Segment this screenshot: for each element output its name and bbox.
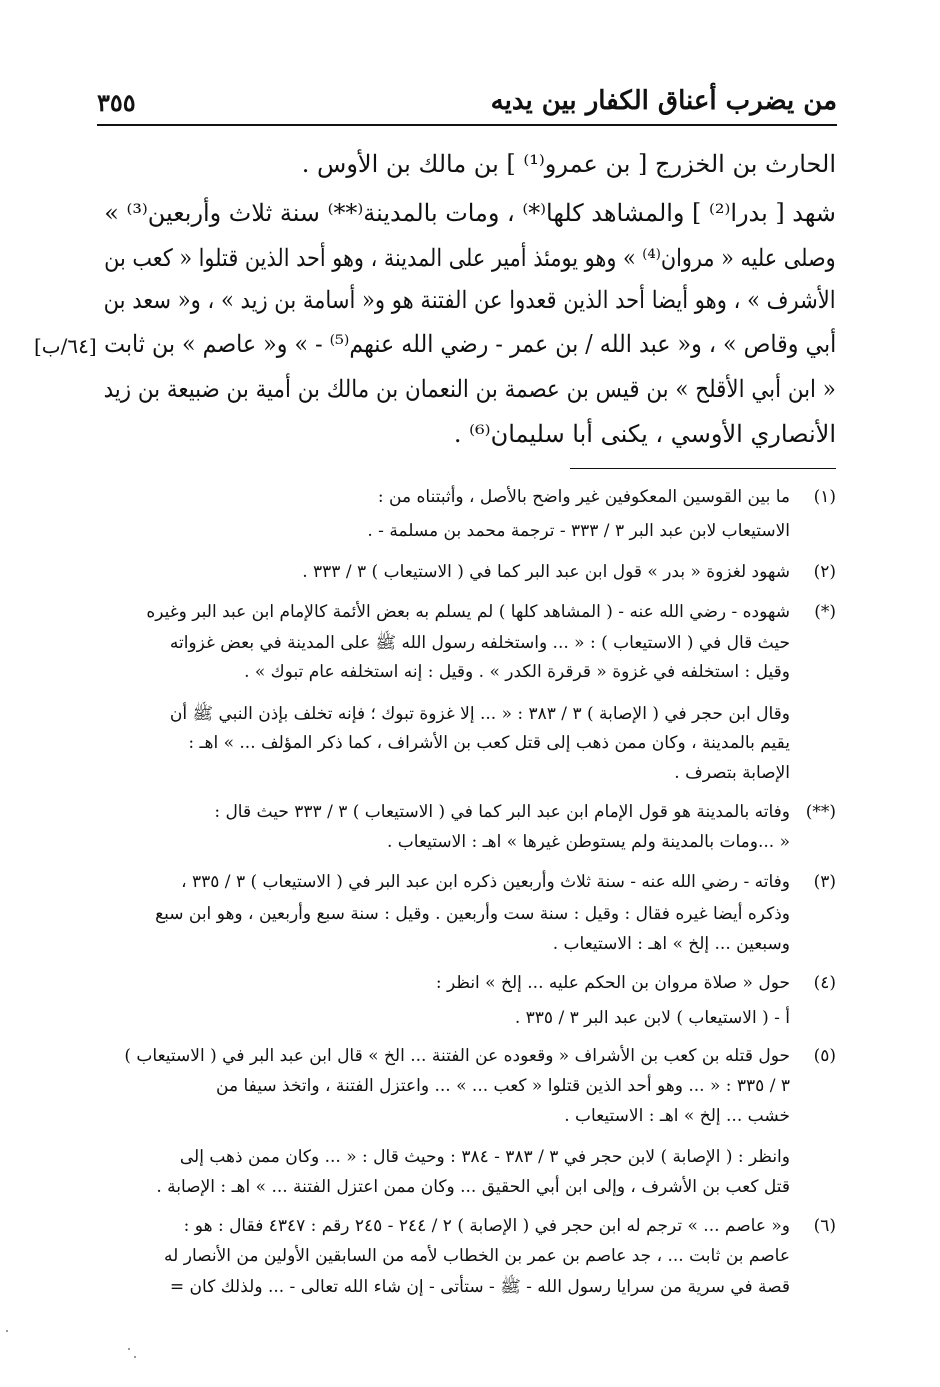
footnote-mark: (٢) xyxy=(813,562,836,582)
footnote-line: وقال ابن حجر في ( الإصابة ) ٣ / ٣٨٣ : « ... إلا غزوة تبوك ؛ فإنه تخلف بإذن النبي ﷺ أن xyxy=(169,704,790,724)
footnote-line: « ...ومات بالمدينة ولم يستوطن غيرها » اهـ : الاستيعاب . xyxy=(386,832,790,852)
footnote-line: أ - ( الاستيعاب ) لابن عبد البر ٣ / ٣٣٥ . xyxy=(514,1008,790,1028)
footnote-line: الاستيعاب لابن عبد البر ٣ / ٣٣٣ - ترجمة محمد بن مسلمة - . xyxy=(367,521,790,541)
main-line-2: شهد [ بدرا⁽²⁾ ] والمشاهد كلها⁽*⁾ ، ومات بالمدينة⁽**⁾ سنة ثلاث وأربعين⁽³⁾ » xyxy=(104,199,836,227)
footnote-line: حيث قال في ( الاستيعاب ) : « ... واستخلفه رسول الله ﷺ على المدينة في بعض غزواته xyxy=(169,633,790,653)
footnote-line: قتل كعب بن الأشرف ، وإلى ابن أبي الحقيق ... وكان ممن اعتزل الفتنة ... » اهـ : الإصابة . xyxy=(156,1177,790,1197)
footnote-line: وقيل : استخلفه في غزوة « قرقرة الكدر » . وقيل : إنه استخلفه عام تبوك » . xyxy=(244,662,790,682)
main-line-6: « ابن أبي الأقلح » بن قيس بن عصمة بن النعمان بن مالك بن أمية بن ضبيعة بن زيد xyxy=(103,375,836,403)
footnote-mark: (*) xyxy=(814,602,836,622)
footnote-mark: (٣) xyxy=(813,872,836,892)
footnote-mark: (٦) xyxy=(813,1216,836,1236)
main-line-7: الأنصاري الأوسي ، يكنى أبا سليمان⁽⁶⁾ . xyxy=(453,420,836,448)
running-title: من يضرب أعناق الكفار بين يديه xyxy=(490,86,837,116)
footnote-mark: (٤) xyxy=(813,973,836,993)
main-line-4: الأشرف » ، وهو أيضا أحد الذين قعدوا عن الفتنة هو و« أسامة بن زيد » ، و« سعد بن xyxy=(104,286,836,314)
footnote-line: وذكره أيضا غيره فقال : وقيل : سنة ست وأربعين . وقيل : سنة سبع وأربعين ، وهو ابن سبع xyxy=(155,904,790,924)
footnote-line: الإصابة بتصرف . xyxy=(674,763,790,783)
main-line-5: أبي وقاص » ، و« عبد الله / بن عمر - رضي الله عنهم⁽⁵⁾ - » و« عاصم » بن ثابت xyxy=(103,330,836,358)
running-header xyxy=(97,82,837,126)
footnote-mark: (٥) xyxy=(813,1046,836,1066)
footnote-mark: (١) xyxy=(813,487,836,507)
footnote-line: قصة في سرية من سرايا رسول الله - ﷺ - ستأتى - إن شاء الله تعالى - ... ولذلك كان = xyxy=(169,1277,790,1297)
footnote-line: شهوده - رضي الله عنه - ( المشاهد كلها ) لم يسلم به بعض الأئمة كالإمام ابن عبد البر وغيره xyxy=(146,602,790,622)
footnote-line: شهود لغزوة « بدر » قول ابن عبد البر كما في ( الاستيعاب ) ٣ / ٣٣٣ . xyxy=(302,562,790,582)
footnote-line: حول قتله بن كعب بن الأشراف « وقعوده عن الفتنة ... الخ » قال ابن عبد البر في ( الاستيعاب ) xyxy=(124,1046,790,1066)
footnote-mark: (**) xyxy=(805,802,836,822)
footnote-line: و« عاصم ... » ترجم له ابن حجر في ( الإصابة ) ٢ / ٢٤٤ - ٢٤٥ رقم : ٤٣٤٧ فقال : هو : xyxy=(183,1216,790,1236)
footnote-line: عاصم بن ثابت ... ، جد عاصم بن عمر بن الخطاب لأمه من السابقين الأولين من الأنصار له xyxy=(164,1246,790,1266)
main-line-3: وصلى عليه « مروان⁽⁴⁾ » وهو يومئذ أمير على المدينة ، وهو أحد الذين قتلوا « كعب بن xyxy=(104,244,836,272)
scan-speck xyxy=(134,1356,136,1358)
footnote-line: يقيم بالمدينة ، وكان ممن ذهب إلى قتل كعب بن الأشراف ، كما ذكر المؤلف ... » اهـ : xyxy=(188,733,790,753)
scan-speck xyxy=(128,1348,130,1350)
margin-folio-reference: [٦٤/ب] xyxy=(34,334,97,358)
main-line-1: الحارث بن الخزرج [ بن عمرو⁽¹⁾ ] بن مالك بن الأوس . xyxy=(301,150,836,178)
scan-speck xyxy=(6,1330,8,1332)
footnote-line: حول « صلاة مروان بن الحكم عليه ... إلخ » انظر : xyxy=(435,973,790,993)
footnote-line: وفاته بالمدينة هو قول الإمام ابن عبد البر كما في ( الاستيعاب ) ٣ / ٣٣٣ حيث قال : xyxy=(214,802,790,822)
footnote-line: خشب ... إلخ » اهـ : الاستيعاب . xyxy=(564,1106,790,1126)
footnote-line: وانظر : ( الإصابة ) لابن حجر في ٣ / ٣٨٣ - ٣٨٤ : وحيث قال : « ... وكان ممن ذهب إلى xyxy=(179,1147,790,1167)
footnote-line: وسبعين ... إلخ » اهـ : الاستيعاب . xyxy=(552,934,790,954)
page-number: ٣٥٥ xyxy=(97,88,136,117)
footnote-line: ما بين القوسين المعكوفين غير واضح بالأصل ، وأثبتناه من : xyxy=(377,487,790,507)
footnote-line: ٣ / ٣٣٥ : « ... وهو أحد الذين قتلوا « كعب ... » ... واعتزل الفتنة ، واتخذ سيفا من xyxy=(216,1076,790,1096)
footnote-line: وفاته - رضي الله عنه - سنة ثلاث وأربعين ذكره ابن عبد البر في ( الاستيعاب ) ٣ / ٣٣٥ ، xyxy=(181,872,790,892)
footnote-separator xyxy=(570,468,836,469)
